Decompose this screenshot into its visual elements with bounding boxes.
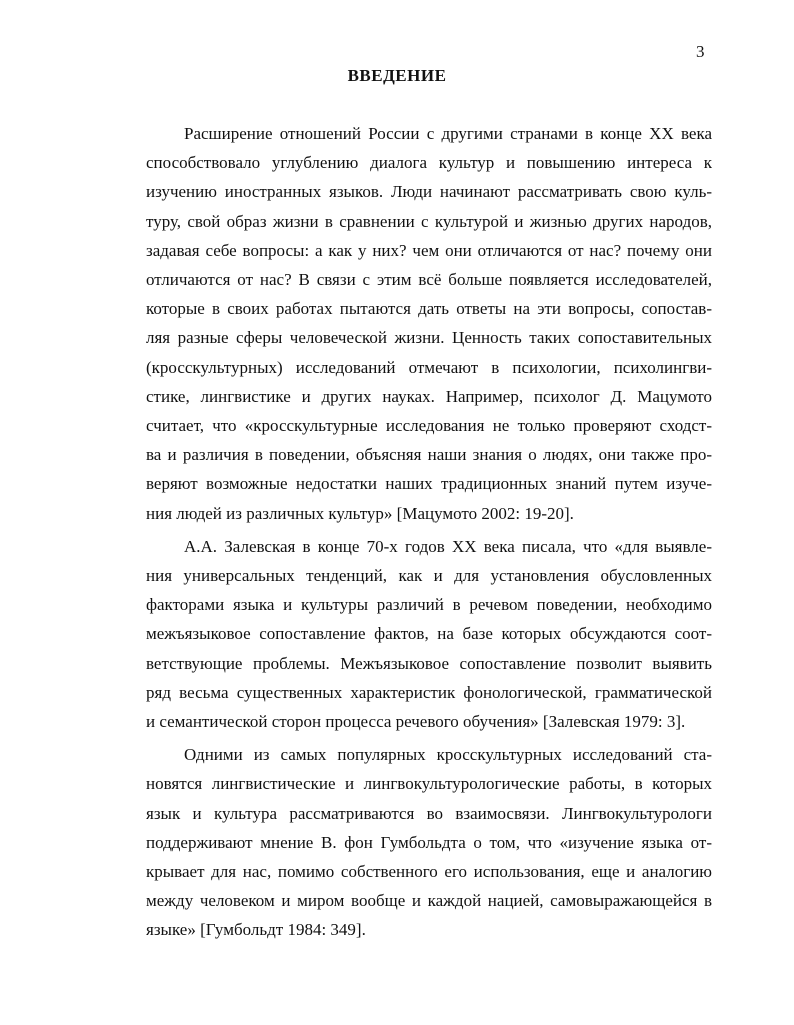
text-line: ния универсальных тенденций, как и для установления обусловленных	[146, 566, 712, 586]
text-line: крывает для нас, помимо собственного его использования, еще и аналогию	[146, 862, 712, 882]
text-line: ветствующие проблемы. Межъязыковое сопоставление позволит выявить	[146, 653, 712, 673]
text-line: язык и культура рассматриваются во взаимосвязи. Лингвокультурологи	[146, 803, 712, 823]
text-line: изучению иностранных языков. Люди начинают рассматривать свою куль-	[146, 182, 712, 202]
text-line: ряд весьма существенных характеристик фонологической, грамматической	[146, 682, 712, 702]
body-text	[146, 119, 712, 949]
paragraph-2	[146, 532, 712, 736]
text-line: языке» [Гумбольдт 1984: 349].	[146, 920, 366, 940]
text-line: отличаются от нас? В связи с этим всё больше появляется исследователей,	[146, 270, 712, 290]
text-line: факторами языка и культуры различий в речевом поведении, необходимо	[146, 595, 712, 615]
text-line: считает, что «кросскультурные исследования не только проверяют сходст-	[146, 416, 712, 436]
text-line: новятся лингвистические и лингвокультурологические работы, в которых	[146, 774, 712, 794]
text-line: между человеком и миром вообще и каждой нацией, самовыражающейся в	[146, 891, 712, 911]
text-line: Одними из самых популярных кросскультурных исследований ста-	[184, 745, 712, 765]
text-line: Расширение отношений России с другими странами в конце XX века	[184, 124, 712, 143]
text-line: которые в своих работах пытаются дать ответы на эти вопросы, сопостав-	[146, 299, 712, 319]
text-line: ва и различия в поведении, объясняя наши знания о людях, они также про-	[146, 445, 712, 465]
paragraph-1	[146, 119, 712, 528]
text-line: способствовало углублению диалога культур и повышению интереса к	[146, 153, 712, 173]
page-title: ВВЕДЕНИЕ	[347, 66, 447, 85]
text-line: поддерживают мнение В. фон Гумбольдта о том, что «изучение языка от-	[146, 832, 712, 852]
text-line: стике, лингвистике и других науках. Например, психолог Д. Мацумото	[146, 386, 712, 406]
text-line: и семантической сторон процесса речевого обучения» [Залевская 1979: 3].	[146, 712, 686, 732]
text-line: задавая себе вопросы: а как у них? чем они отличаются от нас? почему они	[146, 240, 712, 260]
text-line: (кросскультурных) исследований отмечают в психологии, психолингви-	[146, 357, 712, 377]
text-line: А.А. Залевская в конце 70-х годов XX века писала, что «для выявле-	[184, 536, 712, 556]
text-line: ляя разные сферы человеческой жизни. Ценность таких сопоставительных	[146, 328, 712, 348]
text-line: ния людей из различных культур» [Мацумото 2002: 19-20].	[146, 503, 574, 523]
text-line: веряют возможные недостатки наших традиционных знаний путем изуче-	[146, 474, 712, 494]
text-line: туру, свой образ жизни в сравнении с культурой и жизнью других народов,	[146, 211, 712, 231]
paragraph-3	[146, 740, 712, 944]
text-line: межъязыковое сопоставление фактов, на базе которых обсуждаются соот-	[146, 624, 712, 644]
page-number: 3	[696, 42, 705, 61]
